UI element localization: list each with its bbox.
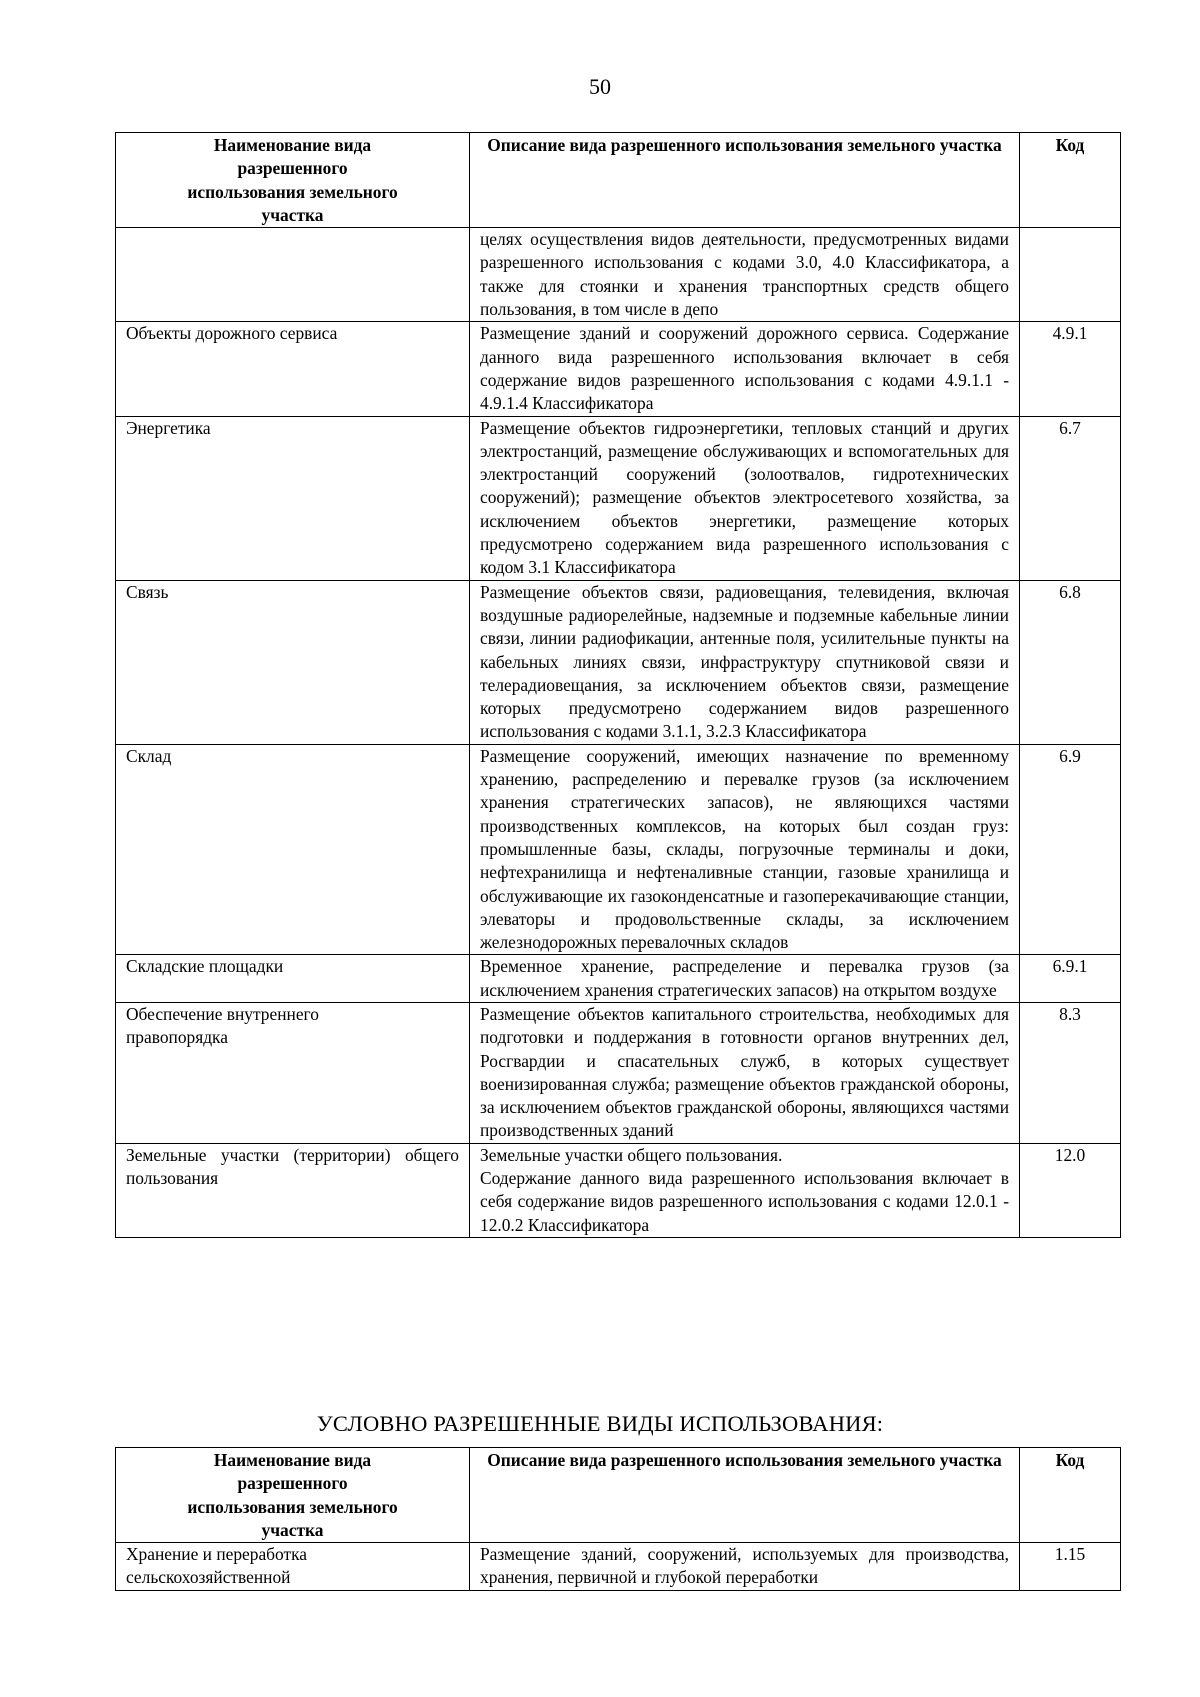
row-code: 6.8 — [1020, 580, 1121, 744]
table-header-row — [116, 1448, 1121, 1543]
table-row — [116, 1543, 1121, 1591]
row-description — [470, 416, 1020, 580]
row-code: 6.9.1 — [1020, 955, 1121, 1003]
row-description-text: Размещение объектов связи, радиовещания, телевидения, включая воздушные радиорелейные, надземные и подземные кабельные линии связи, линии радиофикации, антенные поля, усилительные пункты на кабельных линиях связи, инфраструктуру спутниковой связи и телерадиовещания, за исключением объектов связи, размещение которых предусмотрено содержанием видов разрешенного использования с кодами 3.1.1, 3.2.3 Классификатора — [480, 581, 1009, 742]
row-description — [470, 744, 1020, 955]
header-name — [116, 1448, 470, 1543]
row-name: Склад — [116, 744, 470, 955]
row-description — [470, 955, 1020, 1003]
page-number: 50 — [589, 74, 611, 99]
table-row — [116, 744, 1121, 955]
row-description-text: Временное хранение, распределение и перевалка грузов (за исключением хранения стратегических запасов) на открытом воздухе — [480, 956, 1009, 1000]
table-row — [116, 1143, 1121, 1237]
row-name: Складские площадки — [116, 955, 470, 1003]
conditional-uses-table — [115, 1447, 1121, 1591]
row-code: 4.9.1 — [1020, 322, 1121, 416]
row-code: 8.3 — [1020, 1002, 1121, 1143]
table-row — [116, 580, 1121, 744]
header-name-text: Наименование вида разрешенного использования земельного участка — [187, 1450, 398, 1540]
table-row — [116, 1002, 1121, 1143]
row-description-text: Размещение объектов капитального строительства, необходимых для подготовки и поддержания в готовности органов внутренних дел, Росгвардии и спасательных служб, в которых существует военизированная служба; размещение объектов гражданской обороны, за исключением объектов гражданской обороны, являющихся частями производственных зданий — [480, 1003, 1009, 1141]
row-name-text: Хранение и переработка сельскохозяйственной — [126, 1544, 308, 1588]
row-name: Энергетика — [116, 416, 470, 580]
row-description-text: Размещение сооружений, имеющих назначение по временному хранению, распределению и перевалке грузов (за исключением хранения стратегических запасов), не являющихся частями производственных комплексов, на которых был создан груз: промышленные базы, склады, погрузочные терминалы и доки, нефтехранилища и нефтеналивные станции, газовые хранилища и обслуживающие их газоконденсатные и газоперекачивающие станции, элеваторы и продовольственные склады, за исключением железнодорожных перевалочных складов — [480, 745, 1009, 953]
row-code: 1.15 — [1020, 1543, 1121, 1591]
row-description — [470, 322, 1020, 416]
header-description-text: Описание вида разрешенного использования земельного участка — [487, 135, 1002, 155]
row-description — [470, 580, 1020, 744]
header-description — [470, 1448, 1020, 1543]
table-row — [116, 955, 1121, 1003]
row-name — [116, 1002, 470, 1143]
header-description — [470, 133, 1020, 228]
row-name: Связь — [116, 580, 470, 744]
row-name: Объекты дорожного сервиса — [116, 322, 470, 416]
row-name: Земельные участки (территории) общего пользования — [116, 1143, 470, 1237]
row-description-text: Земельные участки общего пользования. — [480, 1144, 783, 1165]
header-description-text: Описание вида разрешенного использования земельного участка — [487, 1450, 1002, 1470]
row-description-text: Содержание данного вида разрешенного использования включает в себя содержание видов разрешенного использования с кодами 12.0.1 - 12.0.2 Классификатора — [480, 1168, 1009, 1235]
section-title: УСЛОВНО РАЗРЕШЕННЫЕ ВИДЫ ИСПОЛЬЗОВАНИЯ: — [316, 1411, 884, 1436]
row-description-text: Размещение зданий и сооружений дорожного сервиса. Содержание данного вида разрешенного использования включает в себя содержание видов разрешенного использования с кодами 4.9.1.1 - 4.9.1.4 Классификатора — [480, 323, 1009, 414]
row-description — [470, 1002, 1020, 1143]
header-code-text: Код — [1055, 135, 1085, 155]
row-name — [116, 228, 470, 322]
row-code: 6.9 — [1020, 744, 1121, 955]
row-description-text: целях осуществления видов деятельности, предусмотренных видами разрешенного использования с кодами 3.0, 4.0 Классификатора, а также для стоянки и хранения транспортных средств общего пользования, в том числе в депо — [480, 229, 1009, 320]
row-description — [470, 1143, 1020, 1237]
row-description-text: Размещение объектов гидроэнергетики, тепловых станций и других электростанций, размещение обслуживающих и вспомогательных для электростанций сооружений (золоотвалов, гидротехнических сооружений); размещение объектов электросетевого хозяйства, за исключением объектов энергетики, размещение которых предусмотрено содержанием вида разрешенного использования с кодом 3.1 Классификатора — [480, 417, 1009, 578]
table-header-row — [116, 133, 1121, 228]
header-code — [1020, 1448, 1121, 1543]
header-code — [1020, 133, 1121, 228]
row-code: 12.0 — [1020, 1143, 1121, 1237]
row-description — [470, 228, 1020, 322]
header-name-text: Наименование вида разрешенного использования земельного участка — [187, 135, 398, 225]
row-code: 6.7 — [1020, 416, 1121, 580]
table-row — [116, 228, 1121, 322]
row-description: Размещение зданий, сооружений, используемых для производства, хранения, первичной и глубокой переработки — [470, 1543, 1020, 1591]
row-name — [116, 1543, 470, 1591]
row-name-text: Обеспечение внутреннего правопорядка — [126, 1003, 319, 1048]
header-name — [116, 133, 470, 228]
table-row — [116, 322, 1121, 416]
permitted-uses-table — [115, 132, 1121, 1238]
row-code — [1020, 228, 1121, 322]
header-code-text: Код — [1055, 1450, 1085, 1470]
table-row — [116, 416, 1121, 580]
